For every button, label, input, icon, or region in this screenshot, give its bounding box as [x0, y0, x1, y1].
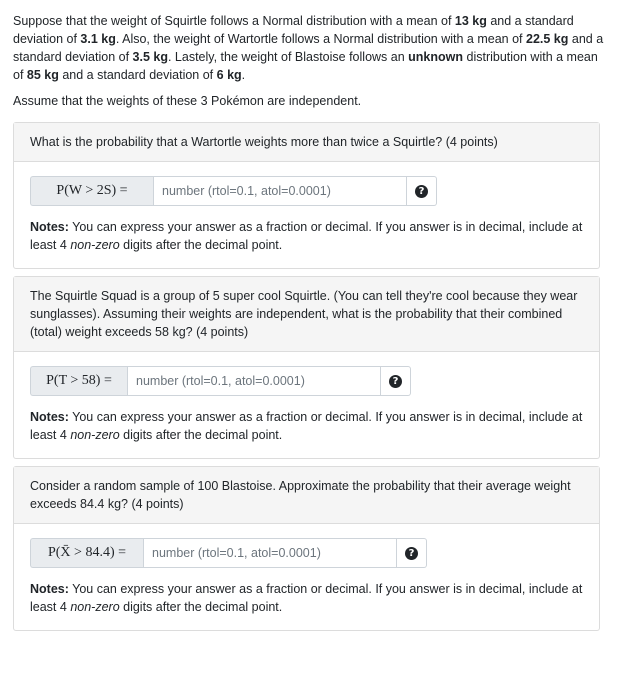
question-card-3	[13, 466, 600, 631]
notes-label: Notes:	[30, 410, 69, 424]
notes-label: Notes:	[30, 582, 69, 596]
question-header-1: What is the probability that a Wartortle weights more than twice a Squirtle? (4 points)	[14, 123, 599, 162]
wartortle-sd: 3.5 kg	[132, 50, 168, 64]
notes-text: You can express your answer as a fraction or decimal. If you answer is in decimal, include at least 4	[30, 582, 583, 614]
answer-prefix-text: P(X̄ > 84.4) =	[47, 545, 126, 560]
help-button-2[interactable]	[381, 366, 411, 396]
notes-text: digits after the decimal point.	[119, 428, 283, 442]
notes-emphasis: non-zero	[70, 428, 120, 442]
problem-intro	[13, 12, 606, 84]
squirtle-sd: 3.1 kg	[80, 32, 116, 46]
notes-text: digits after the decimal point.	[119, 238, 283, 252]
question-header-2: The Squirtle Squad is a group of 5 super cool Squirtle. (You can tell they're cool because they wear sunglasses). Assuming their weights are independent, what is the probability that their combined (total) weight exceeds 58 kg? (4 points)	[14, 277, 599, 352]
wartortle-mean: 22.5 kg	[526, 32, 569, 46]
question-card-2	[13, 276, 600, 459]
answer-prefix-3	[30, 538, 143, 568]
notes-text: digits after the decimal point.	[119, 600, 283, 614]
intro-text: . Lastely, the weight of Blastoise follows an	[167, 50, 409, 64]
notes-emphasis: non-zero	[70, 238, 120, 252]
answer-input-3[interactable]	[143, 538, 397, 568]
independence-assumption: Assume that the weights of these 3 Pokémon are independent.	[13, 94, 362, 108]
question-header-3: Consider a random sample of 100 Blastoise. Approximate the probability that their average weight exceeds 84.4 kg? (4 points)	[14, 467, 599, 524]
answer-input-group-2	[30, 366, 583, 396]
answer-notes-3	[30, 580, 583, 616]
question-card-1	[13, 122, 600, 269]
intro-text: and a standard deviation of	[13, 14, 574, 46]
answer-notes-2	[30, 408, 583, 444]
intro-text: Suppose that the weight of Squirtle follows a Normal distribution with a mean of	[13, 14, 455, 28]
question-body-1	[14, 162, 599, 268]
answer-input-group-1	[30, 176, 583, 206]
answer-prefix-text: P(W > 2S) =	[56, 183, 128, 198]
intro-text: and a standard deviation of	[13, 32, 604, 64]
notes-emphasis: non-zero	[70, 600, 120, 614]
help-button-3[interactable]	[397, 538, 427, 568]
intro-text: . Also, the weight of Wartortle follows a Normal distribution with a mean of	[115, 32, 526, 46]
notes-text: You can express your answer as a fraction or decimal. If you answer is in decimal, include at least 4	[30, 410, 583, 442]
notes-text: You can express your answer as a fraction or decimal. If you answer is in decimal, include at least 4	[30, 220, 583, 252]
answer-notes-1	[30, 218, 583, 254]
blastoise-sd: 6 kg	[216, 68, 242, 82]
question-body-3	[14, 524, 599, 630]
question-circle-icon: ?	[405, 547, 418, 560]
help-button-1[interactable]	[407, 176, 437, 206]
answer-prefix-2	[30, 366, 127, 396]
intro-text: .	[241, 68, 246, 82]
question-circle-icon: ?	[415, 185, 428, 198]
blastoise-mean: 85 kg	[26, 68, 59, 82]
answer-input-group-3	[30, 538, 583, 568]
question-circle-icon: ?	[389, 375, 402, 388]
intro-text: and a standard deviation of	[58, 68, 217, 82]
answer-input-1[interactable]	[153, 176, 407, 206]
question-body-2	[14, 352, 599, 458]
answer-input-2[interactable]	[127, 366, 381, 396]
intro-text: distribution with a mean of	[13, 50, 598, 82]
answer-prefix-text: P(T > 58) =	[46, 373, 112, 388]
squirtle-mean: 13 kg	[454, 14, 487, 28]
notes-label: Notes:	[30, 220, 69, 234]
answer-prefix-1	[30, 176, 153, 206]
unknown-word: unknown	[408, 50, 464, 64]
